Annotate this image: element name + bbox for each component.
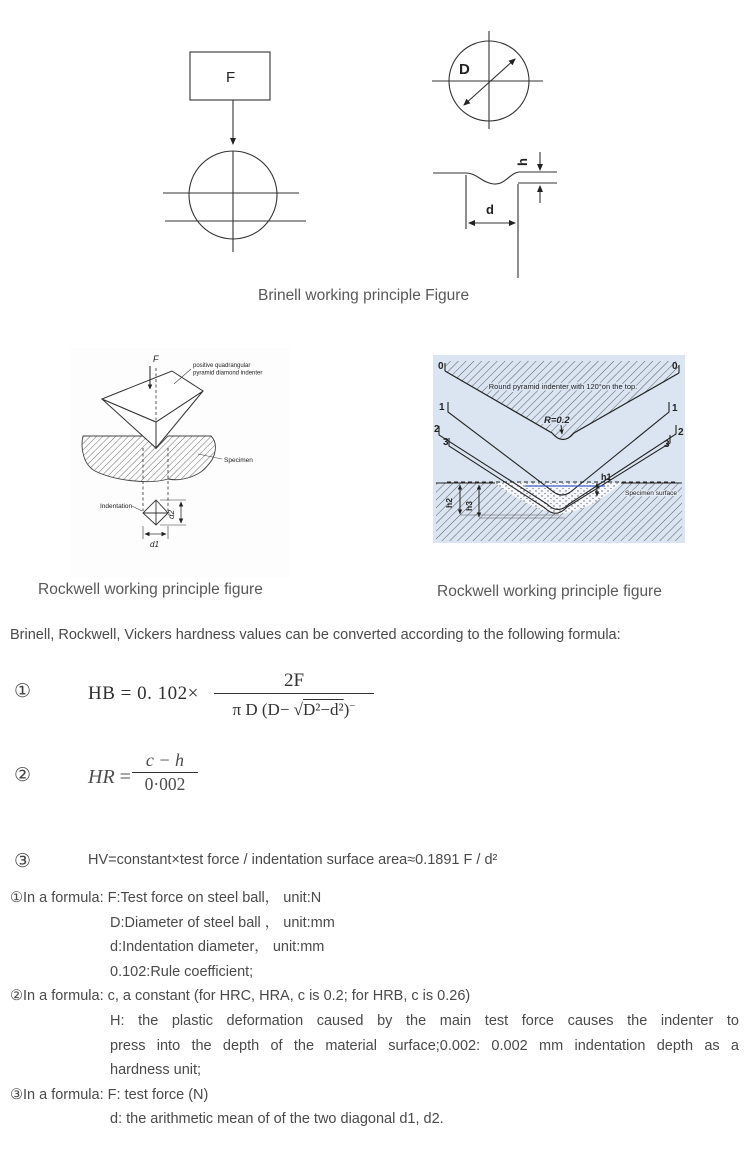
note-2-line-4: hardness unit; [110, 1062, 202, 1079]
level-0-right: 0 [672, 361, 678, 372]
level-3-left: 3 [443, 437, 449, 448]
note-2-line-1 [10, 984, 739, 1009]
formula-2-fraction [132, 748, 198, 796]
note-1-line-1 [10, 886, 739, 911]
brinell-diagram [0, 0, 750, 312]
denominator-close: ) [343, 700, 350, 719]
indentation-label: Indentation [100, 503, 133, 510]
note-3-label: ③In a formula: [10, 1086, 108, 1103]
formula-1-fraction [214, 669, 374, 721]
rockwell-diagram [433, 355, 685, 543]
formula-3-text: HV=constant×test force / indentation surface area≈0.1891 F / d² [88, 852, 498, 868]
rockwell-caption: Rockwell working principle figure [437, 583, 662, 600]
force-label: F [226, 69, 236, 86]
note-3-line-2: d: the arithmetic mean of of the two diagonal d1, d2. [110, 1111, 444, 1128]
note-3-first: F: test force (N) [107, 1086, 209, 1103]
equals-sign: = [114, 766, 131, 788]
d2-label: d2 [167, 510, 176, 519]
note-2-label: ②In a formula: [10, 988, 108, 1005]
indent-diameter-label: d [486, 202, 494, 217]
note-1-line-3: d:Indentation diameter， unit:mm [110, 939, 325, 956]
surface-label: Specimen surface [624, 490, 678, 497]
formula-hb [0, 666, 750, 728]
note-3-line-1 [10, 1083, 739, 1108]
level-2-right: 2 [678, 427, 684, 438]
vickers-diagram [70, 348, 290, 580]
note-1-first: F:Test force on steel ball， unit:N [107, 890, 322, 906]
denominator-prefix: π D (D− √ [232, 700, 303, 719]
formula-2-denominator: 0·002 [132, 772, 198, 796]
formula-hv [0, 848, 750, 874]
indenter-label: Round pyramid indenter with 120°on the top. [488, 382, 638, 391]
note-2-line-2: H: the plastic deformation caused by the main test force causes the indenter to [110, 1012, 739, 1029]
note-1-line-4: 0.102:Rule coefficient; [110, 963, 254, 980]
note-2-first: c, a constant (for HRC, HRA, c is 0.2; for HRB, c is 0.26) [107, 988, 471, 1005]
brinell-caption: Brinell working principle Figure [258, 287, 470, 304]
intro-sentence: Brinell, Rockwell, Vickers hardness values can be converted according to the following formula: [10, 627, 621, 643]
formula-1-numerator: 2F [283, 670, 305, 691]
level-1-left: 1 [439, 402, 445, 413]
formula-2-lhs [88, 766, 131, 789]
note-1-line-2: D:Diameter of steel ball ， unit:mm [110, 914, 335, 931]
level-3-right: 3 [664, 439, 670, 450]
indenter-annotation-line2: pyramid diamond indenter [193, 370, 263, 377]
formula-3-number: ③ [14, 851, 32, 872]
radius-label: R=0.2 [544, 415, 570, 426]
denominator-radicand: D²−d² [303, 700, 344, 719]
specimen-label: Specimen [224, 457, 253, 464]
note-1-label: ①In a formula: [10, 890, 108, 906]
formula-notes [10, 886, 739, 1132]
indenter-annotation-line1: positive quadrangular [193, 363, 251, 369]
depth-label: h [515, 158, 530, 166]
note-2-line-3: press into the depth of the material surface;0.002: 0.002 mm indentation depth as a [110, 1037, 739, 1054]
level-1-right: 1 [672, 403, 678, 414]
formula-1-lhs: HB = 0. 102× [88, 683, 199, 704]
ball-diameter-detail [432, 31, 543, 129]
force-label: F [153, 354, 159, 364]
h1-label: h1 [601, 472, 612, 482]
vickers-caption: Rockwell working principle figure [38, 581, 263, 598]
formula-1-number: ① [14, 681, 32, 702]
h2-label: h2 [444, 498, 454, 508]
hr-symbol: HR [88, 766, 115, 788]
diameter-label: D [459, 61, 470, 78]
indentation-profile [433, 152, 557, 278]
h3-label: h3 [464, 501, 474, 511]
level-0-left: 0 [438, 361, 444, 372]
formula-1-denominator [214, 693, 374, 721]
formula-hr [0, 746, 750, 806]
formula-2-numerator: c − h [145, 750, 185, 770]
formula-2-number: ② [14, 765, 32, 786]
d1-label: d1 [150, 540, 159, 549]
denominator-superscript: − [349, 700, 356, 712]
level-2-left: 2 [434, 424, 440, 435]
